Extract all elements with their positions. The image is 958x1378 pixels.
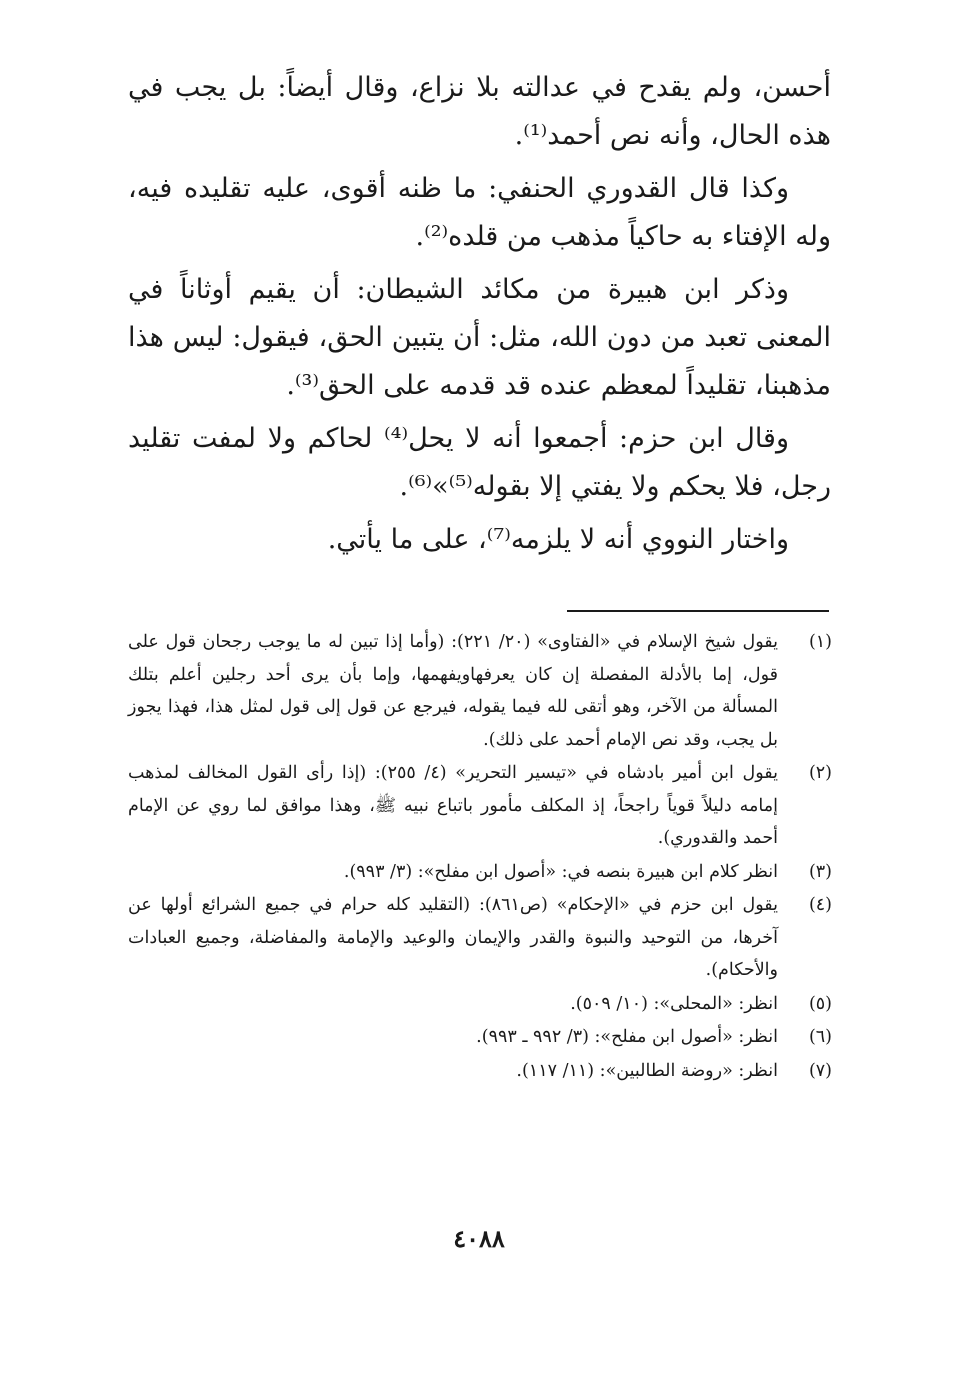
footnote-number: (٢): [808, 763, 832, 783]
footnote-text: انظر كلام ابن هبيرة بنصه في: «أصول ابن مفلح»: (٣/ ٩٩٣).: [343, 861, 778, 882]
footnote-number: (٦): [808, 1027, 832, 1047]
footnote-text: انظر: «أصول ابن مفلح»: (٣/ ٩٩٢ ـ ٩٩٣).: [476, 1027, 778, 1047]
footnote-text: انظر: «روضة الطالبين»: (١١/ ١١٧).: [516, 1060, 778, 1081]
paragraph-4: وقال ابن حزم: أجمعوا أنه لا يحل⁽⁴⁾ لحاكم ولا لمفت تقليد رجل، فلا يحكم ولا يفتي إلا بقوله⁽⁵⁾»⁽⁶⁾.: [128, 423, 831, 502]
paragraph-2: وكذا قال القدوري الحنفي: ما ظنه أقوى، عليه تقليده فيه، وله الإفتاء به حاكياً مذهب من قلده⁽²⁾.: [128, 173, 831, 252]
footnote-number: (٣): [808, 861, 832, 882]
footnote-6: [128, 1021, 832, 1054]
footnote-1: [128, 626, 832, 756]
main-text: [128, 64, 831, 569]
footnote-separator: [567, 610, 829, 612]
footnote-text: انظر: «المحلى»: (١٠/ ٥٠٩).: [570, 993, 778, 1014]
footnote-4: [128, 889, 832, 987]
footnote-number: (١): [808, 632, 832, 652]
page-number: ٤٠٨٨: [453, 1224, 505, 1253]
footnote-text: يقول ابن أمير بادشاه في «تيسير التحرير» (٤/ ٢٥٥): (إذا رأى القول المخالف لمذهب إمامه دليلاً قوياً راجحاً، إذ المكلف مأمور باتباع نبيه ﷺ، وهذا موافق لما روي عن الإمام أحمد والقدوري).: [128, 763, 778, 848]
footnote-3: [128, 856, 832, 889]
footnote-5: [128, 988, 832, 1021]
footnote-2: [128, 757, 832, 855]
paragraph-3: وذكر ابن هبيرة من مكائد الشيطان: أن يقيم أوثاناً في المعنى تعبد من دون الله، مثل: أن يتبين الحق، فيقول: ليس هذا مذهبنا، تقليداً لمعظم عنده قد قدمه على الحق⁽³⁾.: [128, 274, 831, 401]
footnote-7: [128, 1055, 832, 1088]
paragraph-5: واختار النووي أنه لا يلزمه⁽⁷⁾، على ما يأتي.: [327, 524, 789, 555]
footnotes: [128, 626, 832, 1088]
footnote-text: يقول شيخ الإسلام في «الفتاوى» (٢٠/ ٢٢١): (وأما إذا تبين له ما يوجب رجحان قول على قول، إما بالأدلة المفصلة إن كان يعرفهاويفهمها، وإما بأن يرى أحد رجلين أعلم بتلك المسألة من الآخر، وهو أتقى لله فيما يقوله، فيرجع عن قول إلى قول لمثل هذا، فهذا يجوز بل يجب، وقد نص الإمام أحمد على ذلك).: [128, 632, 778, 750]
footnote-text: يقول ابن حزم في «الإحكام» (ص٨٦١): (التقليد كله حرام في جميع الشرائع أولها عن آخرها، من التوحيد والنبوة والقدر والإيمان والوعيد والإمامة والمفاضلة، وجميع العبادات والأحكام).: [128, 895, 778, 980]
footnote-number: (٧): [808, 1060, 832, 1081]
footnote-number: (٥): [808, 993, 832, 1014]
footnote-number: (٤): [808, 895, 832, 915]
paragraph-1: أحسن، ولم يقدح في عدالته بلا نزاع، وقال أيضاً: بل يجب في هذه الحال، وأنه نص أحمد⁽¹⁾.: [128, 72, 831, 151]
